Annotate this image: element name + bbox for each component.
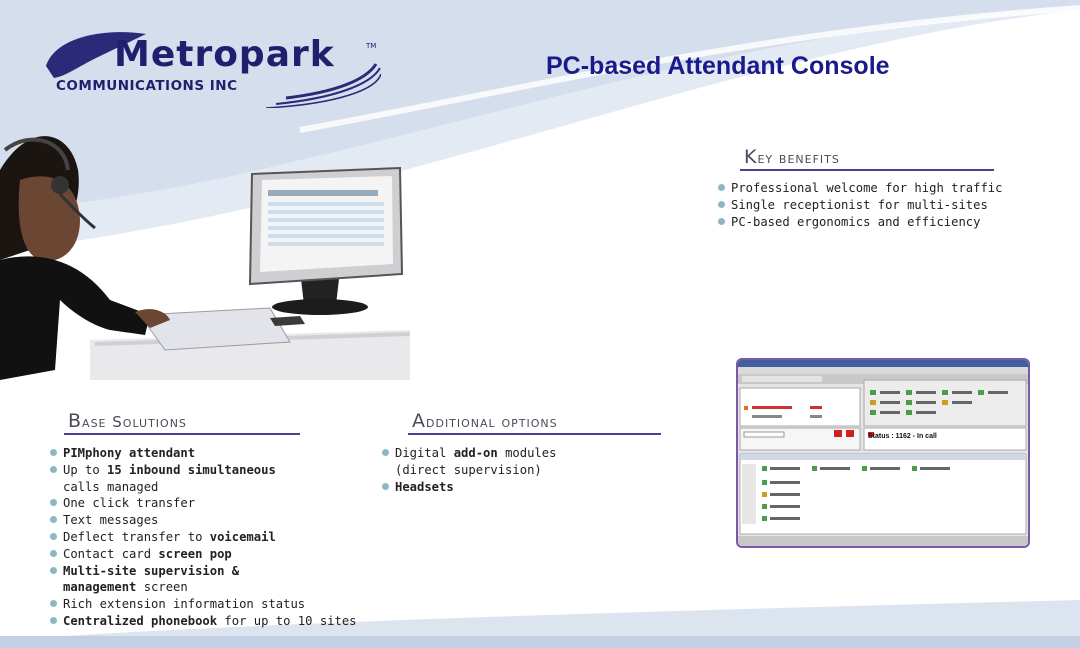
additional-options-heading [408, 410, 661, 435]
list-item [50, 512, 357, 529]
bullet-icon [50, 533, 57, 540]
solution-text: PIMphony attendant [63, 446, 196, 460]
additional-options-list [382, 445, 556, 495]
bullet-icon [50, 516, 57, 523]
logo-wordmark: Metropark [114, 34, 335, 75]
key-benefits-heading-initial: K [744, 146, 758, 168]
list-item [50, 613, 357, 630]
bullet-icon [50, 617, 57, 624]
bullet-icon [50, 550, 57, 557]
solution-text: One click transfer [63, 496, 196, 511]
additional-options-heading-initial: A [412, 410, 426, 432]
key-benefits-heading-rest: ey benefits [757, 149, 840, 167]
bullet-icon [382, 449, 389, 456]
list-item [50, 445, 357, 462]
solution-continuation: management screen [63, 580, 188, 595]
page-title: PC-based Attendant Console [546, 52, 890, 80]
list-item [718, 214, 1003, 231]
list-item [50, 462, 357, 496]
logo-subline: COMMUNICATIONS INC [56, 78, 238, 94]
bullet-icon [50, 466, 57, 473]
bullet-icon [718, 184, 725, 191]
screenshot-status-text: Status : 1162 - In call [868, 433, 937, 440]
solution-text: Up to 15 inbound simultaneous [63, 462, 276, 477]
solution-text: Deflect transfer to voicemail [63, 529, 276, 544]
list-item [718, 197, 1003, 214]
bullet-icon [718, 218, 725, 225]
list-item [382, 479, 556, 496]
solution-continuation: calls managed [63, 479, 159, 494]
base-solutions-heading-rest: ase Solutions [82, 413, 187, 431]
bullet-icon [50, 600, 57, 607]
solution-text: Text messages [63, 513, 159, 528]
solution-text: Contact card screen pop [63, 546, 232, 561]
option-text: Headsets [395, 479, 454, 494]
list-item [50, 529, 357, 546]
key-benefits-heading [740, 146, 994, 171]
bullet-icon [50, 449, 57, 456]
key-benefit-text: Professional welcome for high traffic [731, 181, 1003, 195]
bullet-icon [382, 483, 389, 490]
list-item [50, 495, 357, 512]
list-item [50, 546, 357, 563]
metropark-logo [36, 28, 381, 108]
console-screenshot-graphic [738, 360, 1028, 546]
footer-band [0, 636, 1080, 648]
list-item [382, 445, 556, 479]
list-item [50, 596, 357, 613]
solution-text: Centralized phonebook for up to 10 sites [63, 613, 357, 628]
option-continuation: (direct supervision) [395, 462, 542, 477]
option-text: Digital add-on modules [395, 446, 557, 460]
key-benefits-list [718, 180, 1003, 230]
base-solutions-heading [64, 410, 300, 435]
key-benefit-text: PC-based ergonomics and efficiency [731, 214, 981, 229]
receptionist-illustration [0, 110, 420, 380]
bullet-icon [50, 499, 57, 506]
additional-options-heading-rest: dditional options [426, 413, 558, 431]
base-solutions-list [50, 445, 357, 630]
solution-text: Rich extension information status [63, 597, 306, 612]
key-benefit-text: Single receptionist for multi-sites [731, 197, 988, 212]
bullet-icon [718, 201, 725, 208]
base-solutions-heading-initial: B [68, 410, 83, 432]
list-item [718, 180, 1003, 197]
list-item [50, 563, 357, 597]
attendant-console-screenshot [736, 358, 1030, 548]
bullet-icon [50, 567, 57, 574]
logo-trademark: TM [366, 42, 377, 50]
solution-text: Multi-site supervision & [63, 563, 240, 578]
